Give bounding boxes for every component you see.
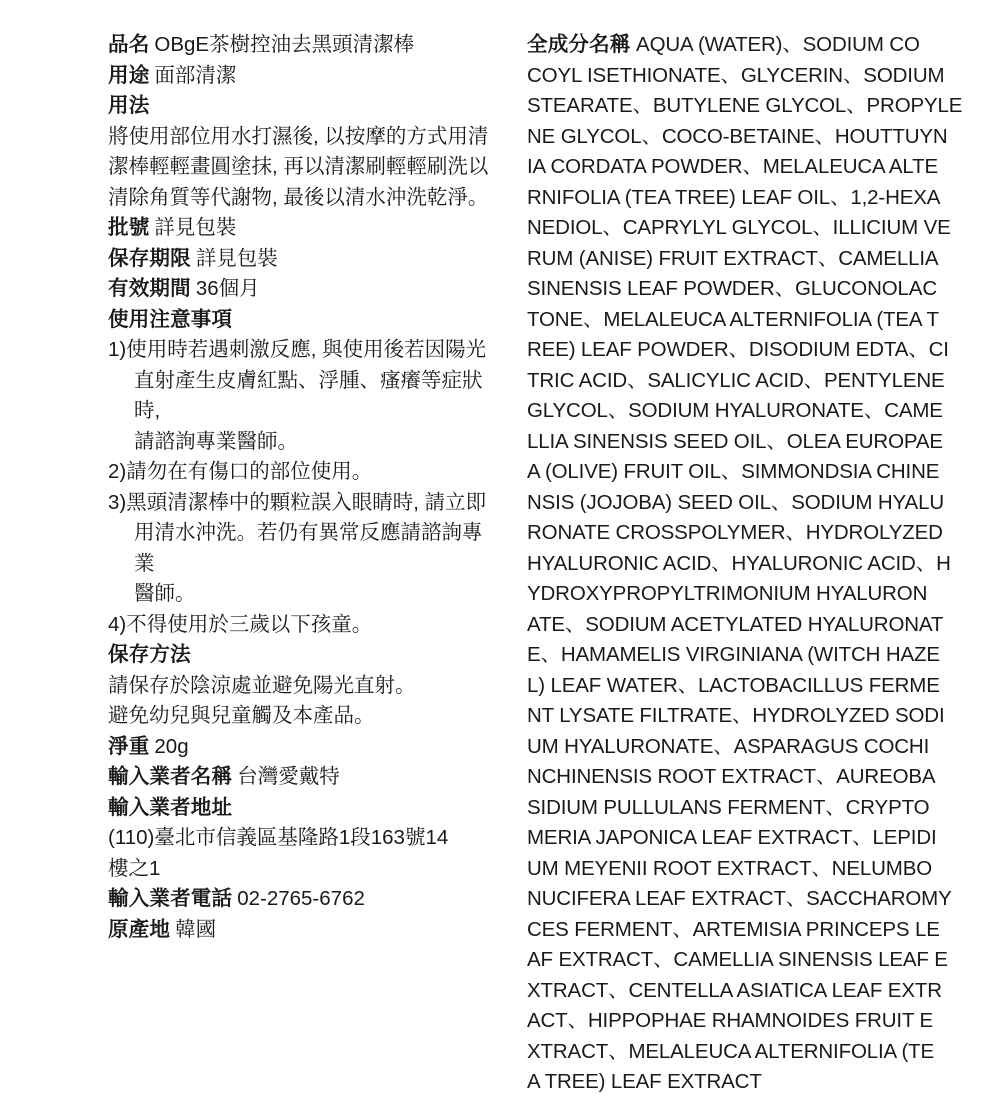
ingredients-line: SINENSIS LEAF POWDER、GLUCONOLAC	[527, 277, 937, 300]
caution-line: 黑頭清潔棒中的顆粒誤入眼睛時, 請立即	[126, 490, 487, 514]
ingredients-line: AQUA (WATER)、SODIUM CO	[636, 33, 920, 56]
validity-period-row	[108, 274, 498, 305]
caution-marker: 2)	[108, 460, 127, 483]
origin-country-value: 韓國	[175, 917, 217, 941]
importer-address-heading: 輸入業者地址	[108, 795, 233, 819]
storage-method-line: 請保存於陰涼處並避免陽光直射。	[108, 673, 416, 697]
ingredients-line: GLYCOL、SODIUM HYALURONATE、CAME	[527, 399, 943, 422]
ingredients-first-row	[527, 30, 920, 61]
ingredients-line: NUCIFERA LEAF EXTRACT、SACCHAROMY	[527, 887, 952, 910]
usage-method-line: 將使用部位用水打濕後, 以按摩的方式用清	[108, 124, 489, 148]
ingredients-column	[527, 30, 963, 1098]
ingredients-line: REE) LEAF POWDER、DISODIUM EDTA、CI	[527, 338, 949, 361]
importer-phone-value: 02-2765-6762	[237, 887, 365, 910]
batch-number-row	[108, 213, 498, 244]
ingredients-line: UM MEYENII ROOT EXTRACT、NELUMBO	[527, 856, 933, 880]
ingredients-line: SIDIUM PULLULANS FERMENT、CRYPTO	[527, 795, 930, 819]
ingredients-line: IA CORDATA POWDER、MELALEUCA ALTE	[527, 155, 938, 178]
caution-item	[108, 610, 498, 641]
ingredients-line: UM HYALURONATE、ASPARAGUS COCHI	[527, 734, 930, 758]
ingredients-line: RONATE CROSSPOLYMER、HYDROLYZED	[527, 521, 943, 544]
caution-item	[108, 488, 498, 610]
ingredients-list	[527, 61, 963, 1098]
net-weight-label: 淨重	[108, 734, 150, 758]
shelf-life-value: 詳見包裝	[195, 246, 278, 270]
validity-period-label: 有效期間	[108, 277, 191, 300]
ingredients-line: NT LYSATE FILTRATE、HYDROLYZED SODI	[527, 704, 945, 727]
product-use-value: 面部清潔	[154, 63, 237, 87]
cautions-heading: 使用注意事項	[108, 307, 233, 331]
caution-marker: 1)	[108, 338, 127, 361]
net-weight-row	[108, 732, 498, 763]
ingredients-line: NSIS (JOJOBA) SEED OIL、SODIUM HYALU	[527, 490, 944, 514]
caution-line: 直射產生皮膚紅點、浮腫、瘙癢等症狀時,	[134, 368, 483, 422]
storage-method-heading: 保存方法	[108, 643, 191, 666]
importer-address-line: 樓之1	[108, 856, 161, 880]
product-use-label: 用途	[108, 63, 150, 87]
ingredients-line: CES FERMENT、ARTEMISIA PRINCEPS LE	[527, 917, 940, 941]
importer-phone-label: 輸入業者電話	[108, 887, 233, 910]
importer-name-value: 台灣愛戴特	[237, 765, 340, 788]
ingredients-line: LLIA SINENSIS SEED OIL、OLEA EUROPAE	[527, 429, 943, 453]
ingredients-line: ATE、SODIUM ACETYLATED HYALURONAT	[527, 612, 944, 636]
usage-method-heading: 用法	[108, 94, 150, 117]
origin-country-row	[108, 915, 498, 946]
ingredients-line: E、HAMAMELIS VIRGINIANA (WITCH HAZE	[527, 643, 940, 666]
caution-marker: 4)	[108, 612, 127, 636]
caution-line: 用清水沖洗。若仍有異常反應請諮詢專業	[134, 521, 483, 575]
product-name-row	[108, 30, 498, 61]
importer-phone-row	[108, 884, 498, 915]
ingredients-line: A (OLIVE) FRUIT OIL、SIMMONDSIA CHINE	[527, 460, 940, 483]
ingredients-line: NEDIOL、CAPRYLYL GLYCOL、ILLICIUM VE	[527, 216, 951, 239]
validity-period-value: 36個月	[195, 277, 260, 300]
importer-name-row	[108, 762, 498, 793]
usage-method-line: 清除角質等代謝物, 最後以清水沖洗乾淨。	[108, 185, 489, 209]
ingredients-line: AF EXTRACT、CAMELLIA SINENSIS LEAF E	[527, 948, 948, 971]
product-use-row	[108, 61, 498, 92]
batch-number-label: 批號	[108, 216, 150, 239]
ingredients-line: TONE、MELALEUCA ALTERNIFOLIA (TEA T	[527, 307, 939, 331]
shelf-life-label: 保存期限	[108, 246, 191, 270]
ingredients-line: RUM (ANISE) FRUIT EXTRACT、CAMELLIA	[527, 246, 939, 270]
product-name-value: OBgE茶樹控油去黑頭清潔棒	[154, 33, 415, 56]
ingredients-line: YDROXYPROPYLTRIMONIUM HYALURON	[527, 582, 928, 605]
origin-country-label: 原產地	[108, 917, 171, 941]
ingredients-line: NE GLYCOL、COCO-BETAINE、HOUTTUYN	[527, 124, 948, 148]
caution-item	[108, 457, 498, 488]
importer-address-line: (110)臺北市信義區基隆路1段163號14	[108, 826, 449, 849]
importer-name-label: 輸入業者名稱	[108, 765, 233, 788]
ingredients-line: HYALURONIC ACID、HYALURONIC ACID、H	[527, 551, 951, 575]
usage-method-line: 潔棒輕輕畫圓塗抹, 再以清潔刷輕輕刷洗以	[108, 155, 489, 178]
product-name-label: 品名	[108, 33, 150, 56]
ingredients-line: ACT、HIPPOPHAE RHAMNOIDES FRUIT E	[527, 1009, 934, 1032]
ingredients-line: RNIFOLIA (TEA TREE) LEAF OIL、1,2-HEXA	[527, 185, 941, 209]
shelf-life-row	[108, 244, 498, 275]
batch-number-value: 詳見包裝	[154, 216, 237, 239]
caution-line: 使用時若遇刺激反應, 與使用後若因陽光	[126, 338, 487, 361]
ingredients-line: STEARATE、BUTYLENE GLYCOL、PROPYLE	[527, 94, 963, 117]
caution-line: 請諮詢專業醫師。	[134, 429, 298, 453]
ingredients-line: XTRACT、MELALEUCA ALTERNIFOLIA (TE	[527, 1039, 935, 1063]
caution-marker: 3)	[108, 490, 127, 514]
ingredients-line: XTRACT、CENTELLA ASIATICA LEAF EXTR	[527, 978, 942, 1002]
ingredients-line: L) LEAF WATER、LACTOBACILLUS FERME	[527, 673, 940, 697]
ingredients-line: MERIA JAPONICA LEAF EXTRACT、LEPIDI	[527, 826, 937, 849]
net-weight-value: 20g	[154, 734, 189, 758]
product-info-column	[108, 30, 498, 945]
caution-line: 醫師。	[134, 582, 196, 605]
caution-line: 請勿在有傷口的部位使用。	[126, 460, 373, 483]
ingredients-heading: 全成分名稱	[527, 33, 631, 56]
ingredients-line: COYL ISETHIONATE、GLYCERIN、SODIUM	[527, 63, 945, 87]
ingredients-line: TRIC ACID、SALICYLIC ACID、PENTYLENE	[527, 368, 945, 392]
ingredients-line: A TREE) LEAF EXTRACT	[527, 1070, 762, 1093]
storage-method-line: 避免幼兒與兒童觸及本產品。	[108, 704, 375, 727]
caution-line: 不得使用於三歲以下孩童。	[126, 612, 373, 636]
caution-item	[108, 335, 498, 457]
ingredients-line: NCHINENSIS ROOT EXTRACT、AUREOBA	[527, 765, 936, 788]
